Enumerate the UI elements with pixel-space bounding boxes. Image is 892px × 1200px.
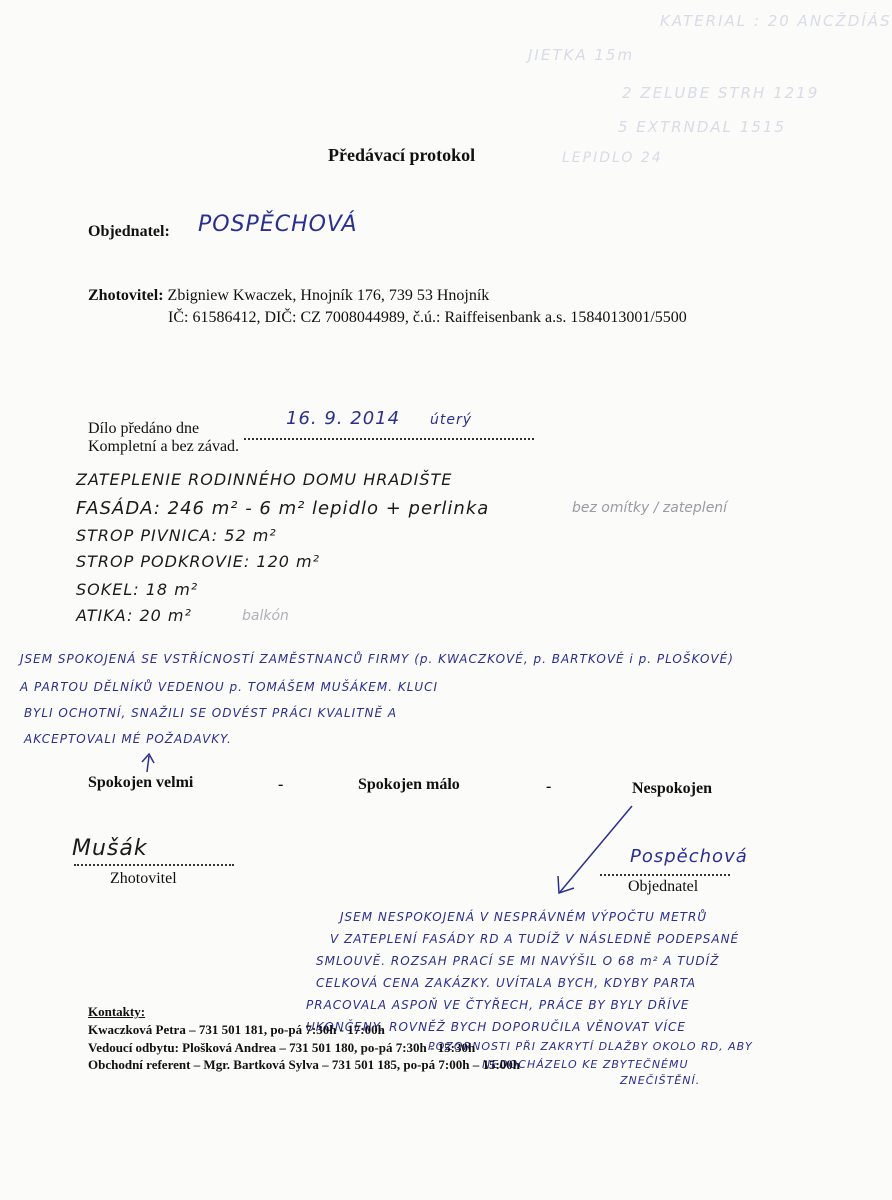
satisfaction-line: A PARTOU DĚLNÍKŮ VEDENOU p. TOMÁŠEM MUŠÁKEM. KLUCI — [20, 680, 439, 694]
complaint-line: ZNEČIŠTĚNÍ. — [620, 1074, 701, 1087]
objednatel-label: Objednatel: — [88, 223, 170, 240]
work-line: ATIKA: 20 m² — [76, 606, 192, 625]
complaint-line: POZORNOSTI PŘI ZAKRYTÍ DLAŽBY OKOLO RD, ABY — [428, 1040, 753, 1053]
complaint-line: NEDOCHÁZELO KE ZBYTEČNÉMU — [482, 1058, 689, 1071]
rating-spokojen-velmi: Spokojen velmi — [88, 774, 194, 791]
zhotovitel-signature: Mušák — [72, 836, 148, 861]
dilo-date: 16. 9. 2014 — [286, 408, 401, 429]
complaint-line: JSEM NESPOKOJENÁ V NESPRÁVNÉM VÝPOČTU METRŮ — [340, 910, 708, 924]
zhotovitel-line1: Zbigniew Kwaczek, Hnojník 176, 739 53 Hnojník — [167, 287, 490, 304]
rating-dash: - — [278, 776, 284, 793]
signature-line — [74, 848, 234, 866]
page-title: Předávací protokol — [328, 145, 476, 165]
zhotovitel-label: Zhotovitel: — [88, 287, 164, 304]
contacts-heading: Kontakty: — [88, 1004, 146, 1019]
faint-note: JIETKA 15m — [528, 46, 635, 64]
rating-nespokojen: Nespokojen — [632, 780, 713, 797]
complaint-line: UKONČENY. ROVNĚŽ BYCH DOPORUČILA VĚNOVAT VÍCE — [306, 1020, 686, 1034]
rating-spokojen-malo: Spokojen málo — [358, 776, 460, 793]
objednatel-sign-label: Objednatel — [628, 878, 699, 895]
dilo-label2: Kompletní a bez závad. — [88, 438, 240, 455]
faint-note: 2 ZELUBE STRH 1219 — [622, 84, 820, 102]
arrow-up-icon — [142, 754, 154, 772]
complaint-line: PRACOVALA ASPOŇ VE ČTYŘECH, PRÁCE BY BYLY DŘÍVE — [306, 998, 690, 1012]
satisfaction-line: BYLI OCHOTNÍ, SNAŽILI SE ODVÉST PRÁCI KVALITNĚ A — [24, 706, 398, 720]
faint-note: 5 EXTRNDAL 1515 — [618, 118, 786, 136]
complaint-line: SMLOUVĚ. ROZSAH PRACÍ SE MI NAVÝŠIL O 68 m² A TUDÍŽ — [316, 954, 720, 968]
zhotovitel-sign-label: Zhotovitel — [110, 870, 177, 887]
work-line: FASÁDA: 246 m² - 6 m² lepidlo + perlinka — [76, 498, 490, 519]
contact-line: Kwaczková Petra – 731 501 181, po-pá 7:30h - 17:00h — [88, 1022, 385, 1037]
atika-note: balkón — [242, 608, 289, 624]
dilo-label: Dílo předáno dne — [88, 420, 200, 437]
work-line: ZATEPLENIE RODINNÉHO DOMU HRADIŠTE — [76, 470, 453, 489]
fasada-note: bez omítky / zateplení — [572, 500, 728, 516]
faint-note: LEPIDLO 24 — [562, 150, 663, 166]
objednatel-signature: Pospěchová — [630, 846, 748, 867]
signature-line — [600, 858, 730, 876]
dilo-day: úterý — [430, 412, 473, 428]
satisfaction-line: JSEM SPOKOJENÁ SE VSTŘÍCNOSTÍ ZAMĚSTNANCŮ FIRMY (p. KWACZKOVÉ, p. BARTKOVÉ i p. PLOŠKOVÉ) — [20, 652, 734, 666]
work-line: SOKEL: 18 m² — [76, 580, 199, 599]
contact-line: Vedoucí odbytu: Plošková Andrea – 731 501 180, po-pá 7:30h - 15:30h — [88, 1040, 476, 1055]
rating-dash: - — [546, 778, 552, 795]
work-line: STROP PIVNICA: 52 m² — [76, 526, 277, 545]
objednatel-value: POSPĚCHOVÁ — [198, 212, 358, 237]
arrow-down-icon — [558, 806, 632, 893]
faint-note: KATERIAL : 20 ANCŽDÍÁS — [660, 12, 892, 30]
zhotovitel-line2: IČ: 61586412, DIČ: CZ 7008044989, č.ú.: Raiffeisenbank a.s. 1584013001/5500 — [168, 309, 687, 326]
complaint-line: V ZATEPLENÍ FASÁDY RD A TUDÍŽ V NÁSLEDNĚ PODEPSANÉ — [330, 932, 740, 946]
work-line: STROP PODKROVIE: 120 m² — [76, 552, 321, 571]
satisfaction-line: AKCEPTOVALI MÉ POŽADAVKY. — [24, 732, 232, 746]
complaint-line: CELKOVÁ CENA ZAKÁZKY. UVÍTALA BYCH, KDYBY PARTA — [316, 976, 697, 990]
contact-line: Obchodní referent – Mgr. Bartková Sylva – 731 501 185, po-pá 7:00h – 15:00h — [88, 1057, 521, 1072]
